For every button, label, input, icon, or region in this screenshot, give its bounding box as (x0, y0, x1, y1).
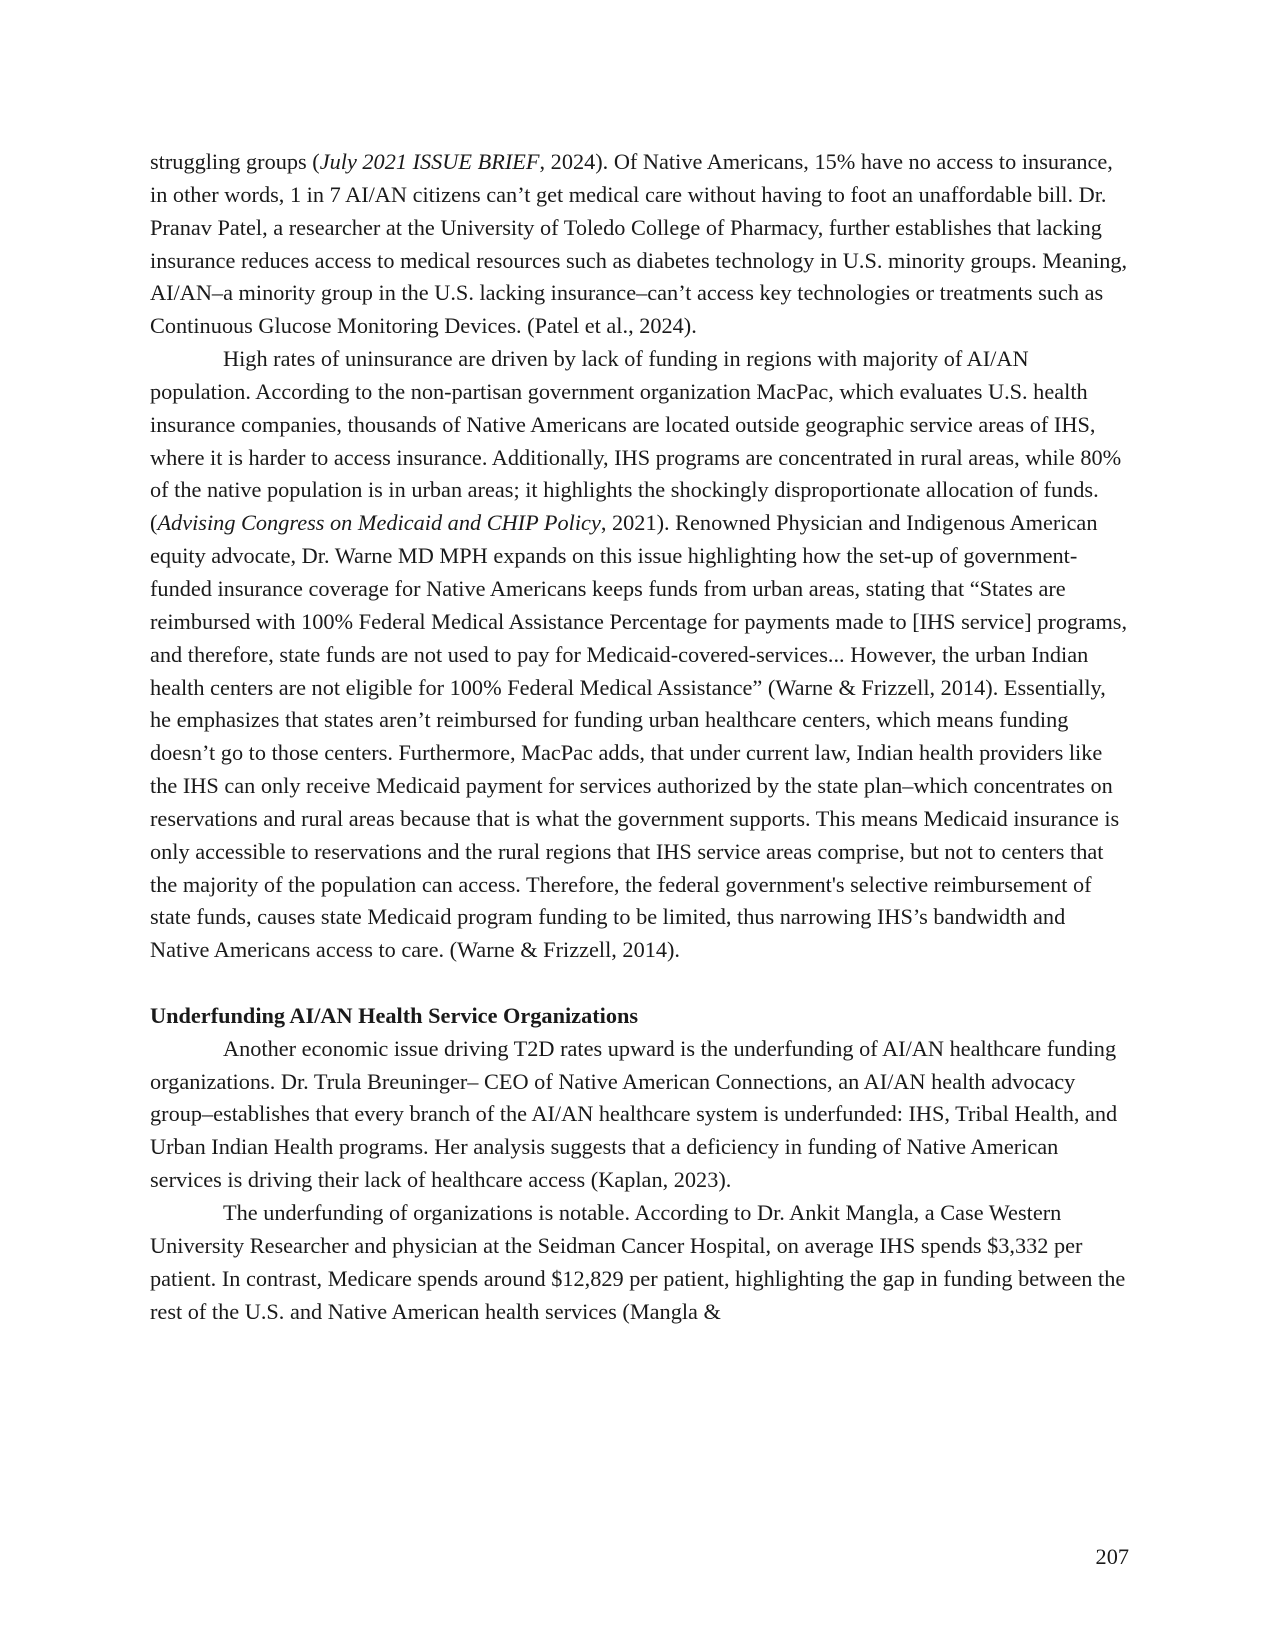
paragraph-text: , 2021). Renowned Physician and Indigenous American equity advocate, Dr. Warne MD MPH expands on this issue highlighting how the set-up of government-funded insurance coverage for Native Americans keeps funds from urban areas, stating that “States are reimbursed with 100% Federal Medical Assistance Percentage for payments made to [IHS service] programs, and therefore, state funds are not used to pay for Medicaid-covered-services... However, the urban Indian health centers are not eligible for 100% Federal Medical Assistance” (Warne & Frizzell, 2014). Essentially, he emphasizes that states aren’t reimbursed for funding urban healthcare centers, which means funding doesn’t go to those centers. Furthermore, MacPac adds, that under current law, Indian health providers like the IHS can only receive Medicaid payment for services authorized by the state plan–which concentrates on reservations and rural areas because that is what the government supports. This means Medicaid insurance is only accessible to reservations and the rural regions that IHS service areas comprise, but not to centers that the majority of the population can access. Therefore, the federal government's selective reimbursement of state funds, causes state Medicaid program funding to be limited, thus narrowing IHS’s bandwidth and Native Americans access to care. (Warne & Frizzell, 2014). (150, 510, 1128, 963)
paragraph-insurance-access (150, 146, 1130, 343)
paragraph-spending-gap: The underfunding of organizations is notable. According to Dr. Ankit Mangla, a Case Western University Researcher and physician at the Seidman Cancer Hospital, on average IHS spends $3,332 per patient. In contrast, Medicare spends around $12,829 per patient, highlighting the gap in funding between the rest of the U.S. and Native American health services (Mangla & (150, 1200, 1126, 1324)
section-heading: Underfunding AI/AN Health Service Organizations (150, 1002, 639, 1028)
paragraph-text: High rates of uninsurance are driven by lack of funding in regions with majority of AI/AN population. According to the non-partisan government organization MacPac, which evaluates U.S. health insurance companies, thousands of Native Americans are located outside geographic service areas of IHS, where it is harder to access insurance. Additionally, IHS programs are concentrated in rural areas, while 80% of the native population is in urban areas; it highlights the shockingly disproportionate allocation of funds. ( (150, 346, 1122, 536)
paragraph-text: , 2024). Of Native Americans, 15% have no access to insurance, in other words, 1 in 7 AI/AN citizens can’t get medical care without having to foot an unaffordable bill. Dr. Pranav Patel, a researcher at the University of Toledo College of Pharmacy, further establishes that lacking insurance reduces access to medical resources such as diabetes technology in U.S. minority groups. Meaning, AI/AN–a minority group in the U.S. lacking insurance–can’t access key technologies or treatments such as Continuous Glucose Monitoring Devices. (Patel et al., 2024). (150, 149, 1128, 339)
paragraph-uninsurance-funding (150, 343, 1130, 967)
paragraph-text: struggling groups ( (150, 149, 320, 174)
citation-title: Advising Congress on Medicaid and CHIP Policy (157, 510, 601, 536)
page-number: 207 (1095, 1544, 1129, 1569)
paragraph-underfunding: Another economic issue driving T2D rates upward is the underfunding of AI/AN healthcare funding organizations. Dr. Trula Breuninger– CEO of Native American Connections, an AI/AN health advocacy group–establishes that every branch of the AI/AN healthcare system is underfunded: IHS, Tribal Health, and Urban Indian Health programs. Her analysis suggests that a deficiency in funding of Native American services is driving their lack of healthcare access (Kaplan, 2023). (150, 1035, 1118, 1193)
citation-title: July 2021 ISSUE BRIEF (319, 149, 540, 174)
document-page (150, 146, 1130, 1328)
